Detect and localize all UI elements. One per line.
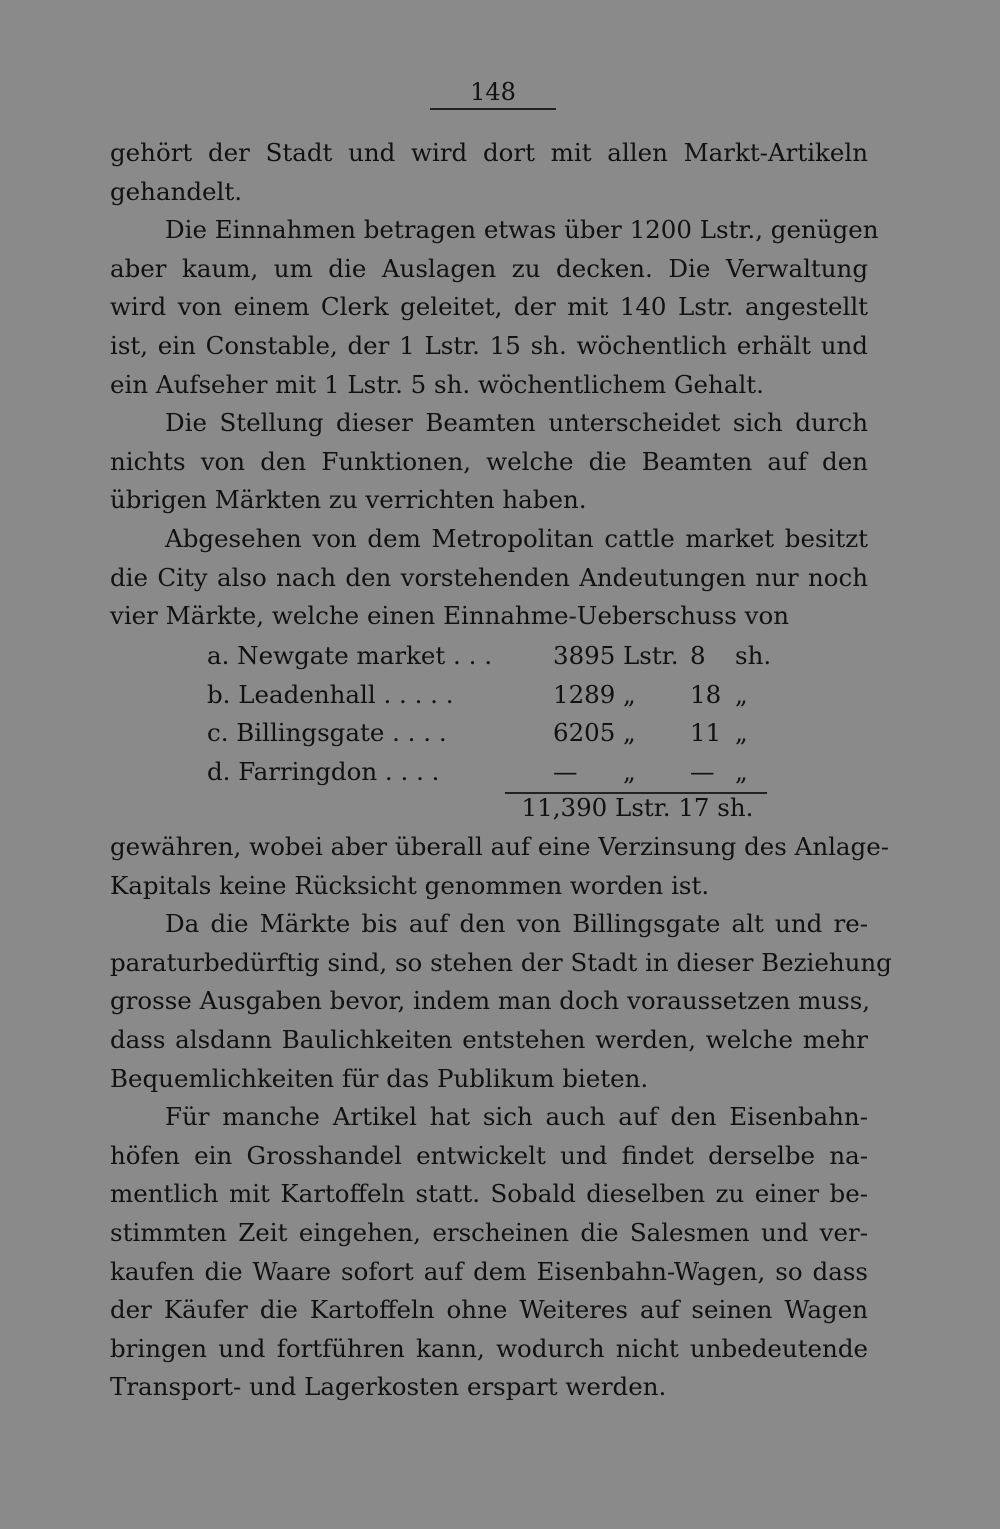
table-cell-label: b. Leadenhall . . . . .: [207, 679, 454, 709]
table-cell-unit1: „: [623, 718, 636, 748]
table-cell-unit2: sh.: [735, 641, 772, 670]
text-line: Die Einnahmen betragen etwas über 1200 Lstr., genügen: [165, 215, 879, 245]
text-line: Bequemlichkeiten für das Publikum bieten.: [110, 1063, 649, 1093]
table-cell-unit2: „: [735, 679, 748, 709]
text-line: paraturbedürftig sind, so stehen der Stadt in dieser Beziehung: [110, 947, 892, 977]
text-line: kaufen die Waare sofort auf dem Eisenbahn-Wagen, so dass: [110, 1256, 868, 1286]
table-cell-sh: —: [690, 756, 715, 786]
text-line: gewähren, wobei aber überall auf eine Verzinsung des Anlage-: [110, 832, 889, 861]
text-line: gehört der Stadt und wird dort mit allen Markt-Artikeln: [110, 138, 868, 167]
table-cell-sh: 8: [690, 641, 706, 670]
page-number: 148: [430, 78, 556, 110]
text-line: ist, ein Constable, der 1 Lstr. 15 sh. wöchentlich erhält und: [110, 331, 868, 360]
text-line: gehandelt.: [110, 176, 242, 206]
table-cell-amount: 3895: [553, 641, 616, 670]
text-line: Transport- und Lagerkosten erspart werden.: [110, 1372, 667, 1402]
table-cell-amount: —: [553, 756, 578, 786]
text-line: dass alsdann Baulichkeiten entstehen werden, welche mehr: [110, 1025, 868, 1054]
text-line: stimmten Zeit eingehen, erscheinen die Salesmen und ver-: [110, 1218, 868, 1247]
text-line: ein Aufseher mit 1 Lstr. 5 sh. wöchentlichem Gehalt.: [110, 369, 764, 399]
table-cell-amount: 1289: [553, 679, 616, 709]
table-total: 11,390 Lstr. 17 sh.: [521, 793, 754, 822]
table-cell-unit2: „: [735, 756, 748, 786]
text-line: Abgesehen von dem Metropolitan cattle market besitzt: [165, 524, 868, 553]
table-cell-sh: 18: [690, 679, 722, 709]
text-line: bringen und fortführen kann, wodurch nicht unbedeutende: [110, 1333, 868, 1363]
text-line: übrigen Märkten zu verrichten haben.: [110, 485, 587, 515]
text-line: Die Stellung dieser Beamten unterscheidet sich durch: [165, 408, 868, 438]
text-line: die City also nach den vorstehenden Andeutungen nur noch: [110, 562, 868, 592]
table-cell-label: c. Billingsgate . . . .: [207, 718, 447, 748]
text-line: mentlich mit Kartoffeln statt. Sobald dieselben zu einer be-: [110, 1179, 868, 1209]
text-line: Kapitals keine Rücksicht genommen worden ist.: [110, 870, 710, 900]
text-line: höfen ein Grosshandel entwickelt und findet derselbe na-: [110, 1140, 868, 1170]
text-line: Da die Märkte bis auf den von Billingsgate alt und re-: [165, 909, 868, 939]
text-line: aber kaum, um die Auslagen zu decken. Die Verwaltung: [110, 253, 868, 283]
text-line: vier Märkte, welche einen Einnahme-Ueberschuss von: [110, 601, 789, 631]
table-cell-label: a. Newgate market . . .: [207, 641, 492, 670]
table-cell-amount: 6205: [553, 718, 616, 748]
table-cell-label: d. Farringdon . . . .: [207, 756, 440, 786]
text-line: der Käufer die Kartoffeln ohne Weiteres auf seinen Wagen: [110, 1295, 868, 1325]
table-cell-sh: 11: [690, 718, 722, 748]
text-line: nichts von den Funktionen, welche die Beamten auf den: [110, 446, 868, 476]
table-cell-unit1: Lstr.: [623, 641, 679, 670]
text-line: grosse Ausgaben bevor, indem man doch voraussetzen muss,: [110, 986, 871, 1016]
table-cell-unit1: „: [623, 679, 636, 709]
table-cell-unit2: „: [735, 718, 748, 748]
text-line: wird von einem Clerk geleitet, der mit 140 Lstr. angestellt: [110, 292, 868, 322]
table-cell-unit1: „: [623, 756, 636, 786]
text-line: Für manche Artikel hat sich auch auf den Eisenbahn-: [165, 1102, 868, 1132]
